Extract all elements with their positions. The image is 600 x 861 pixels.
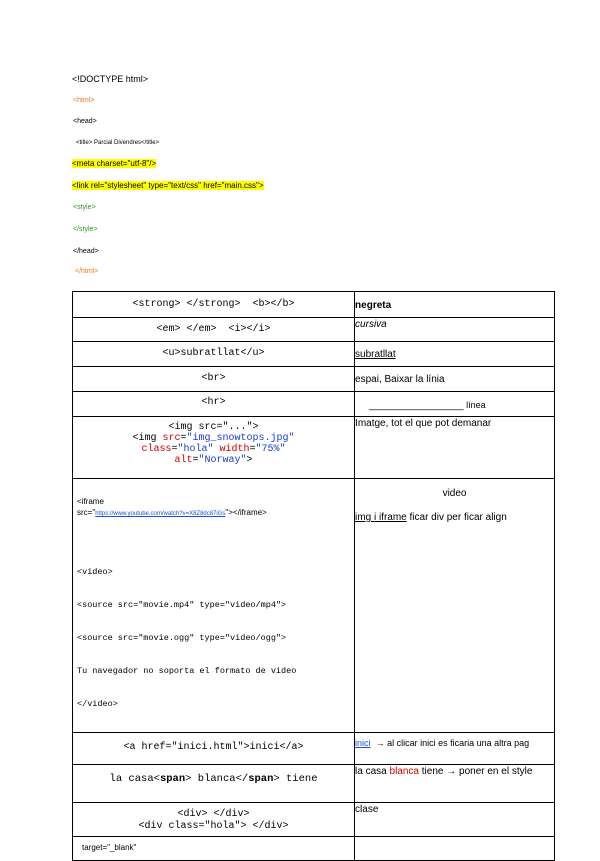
tag-reference-table — [72, 291, 555, 861]
row-br-desc: espai, Baixar la línia — [355, 367, 555, 392]
row-span-code: la casa<span> blanca</span> tiene — [73, 765, 355, 803]
html-close-line: </html> — [75, 268, 99, 275]
table-row — [73, 342, 555, 367]
row-em-desc: cursiva — [355, 318, 555, 342]
title-line: <title> Parcial Divendres</title> — [76, 140, 160, 146]
row-span-desc: la casa blanca tiene → poner en el style — [355, 765, 555, 803]
table-row — [73, 292, 555, 318]
row-br-code: <br> — [73, 367, 355, 392]
row-img-code: <img src="..."> <img src="img_snowtops.jpg" class="hola" width="75%" alt="Norway"> — [73, 417, 355, 479]
table-row — [73, 479, 555, 733]
style-open-line: <style> — [73, 204, 96, 211]
row-iframe-video-code: <iframe src="https://www.youtube.com/watch?v=X8Z8dc87iGs"></iframe> <video> <source src="movie.mp4" type="video/mp4"> <source src="movie.ogg" type="video/ogg"> Tu navegador no soporta el formato de video </video> — [73, 479, 355, 733]
meta-line: <meta charset="utf-8"/> — [72, 159, 157, 168]
row-u-desc: subratllat — [355, 342, 555, 367]
row-em-code: <em> </em> <i></i> — [73, 318, 355, 342]
table-row — [73, 765, 555, 803]
row-u-code: <u>subratllat</u> — [73, 342, 355, 367]
row-strong-code: <strong> </strong> <b></b> — [73, 292, 355, 318]
row-hr-desc: _________________ línea — [355, 392, 555, 417]
table-row — [73, 837, 555, 861]
row-strong-desc: negreta — [355, 292, 555, 318]
style-close-line: </style> — [73, 226, 98, 233]
row-anchor-desc: inici → al clicar inici es ficaria una altra pag — [355, 733, 555, 765]
table-row — [73, 417, 555, 479]
table-row — [73, 733, 555, 765]
inici-link[interactable]: inici — [355, 738, 371, 748]
row-div-code: <div> </div> <div class="hola"> </div> — [73, 803, 355, 837]
row-iframe-video-desc: video img i iframe ficar div per ficar align — [355, 479, 555, 733]
youtube-link[interactable]: https://www.youtube.com/watch?v=X8Z8dc87iGs — [95, 511, 226, 517]
row-target-code: target="_blank" — [73, 837, 355, 861]
head-close-line: </head> — [73, 248, 99, 255]
row-hr-code: <hr> — [73, 392, 355, 417]
table-row — [73, 318, 555, 342]
link-line: <link rel="stylesheet" type="text/css" href="main.css"> — [72, 181, 264, 190]
table-row — [73, 392, 555, 417]
head-open-line: <head> — [73, 118, 97, 125]
row-div-desc: clase — [355, 803, 555, 837]
table-row — [73, 367, 555, 392]
row-target-desc — [355, 837, 555, 861]
row-img-desc: Imatge, tot el que pot demanar — [355, 417, 555, 479]
table-row — [73, 803, 555, 837]
html-open-line: <html> — [73, 97, 95, 104]
doctype-line: <!DOCTYPE html> — [72, 74, 149, 84]
row-anchor-code: <a href="inici.html">inici</a> — [73, 733, 355, 765]
